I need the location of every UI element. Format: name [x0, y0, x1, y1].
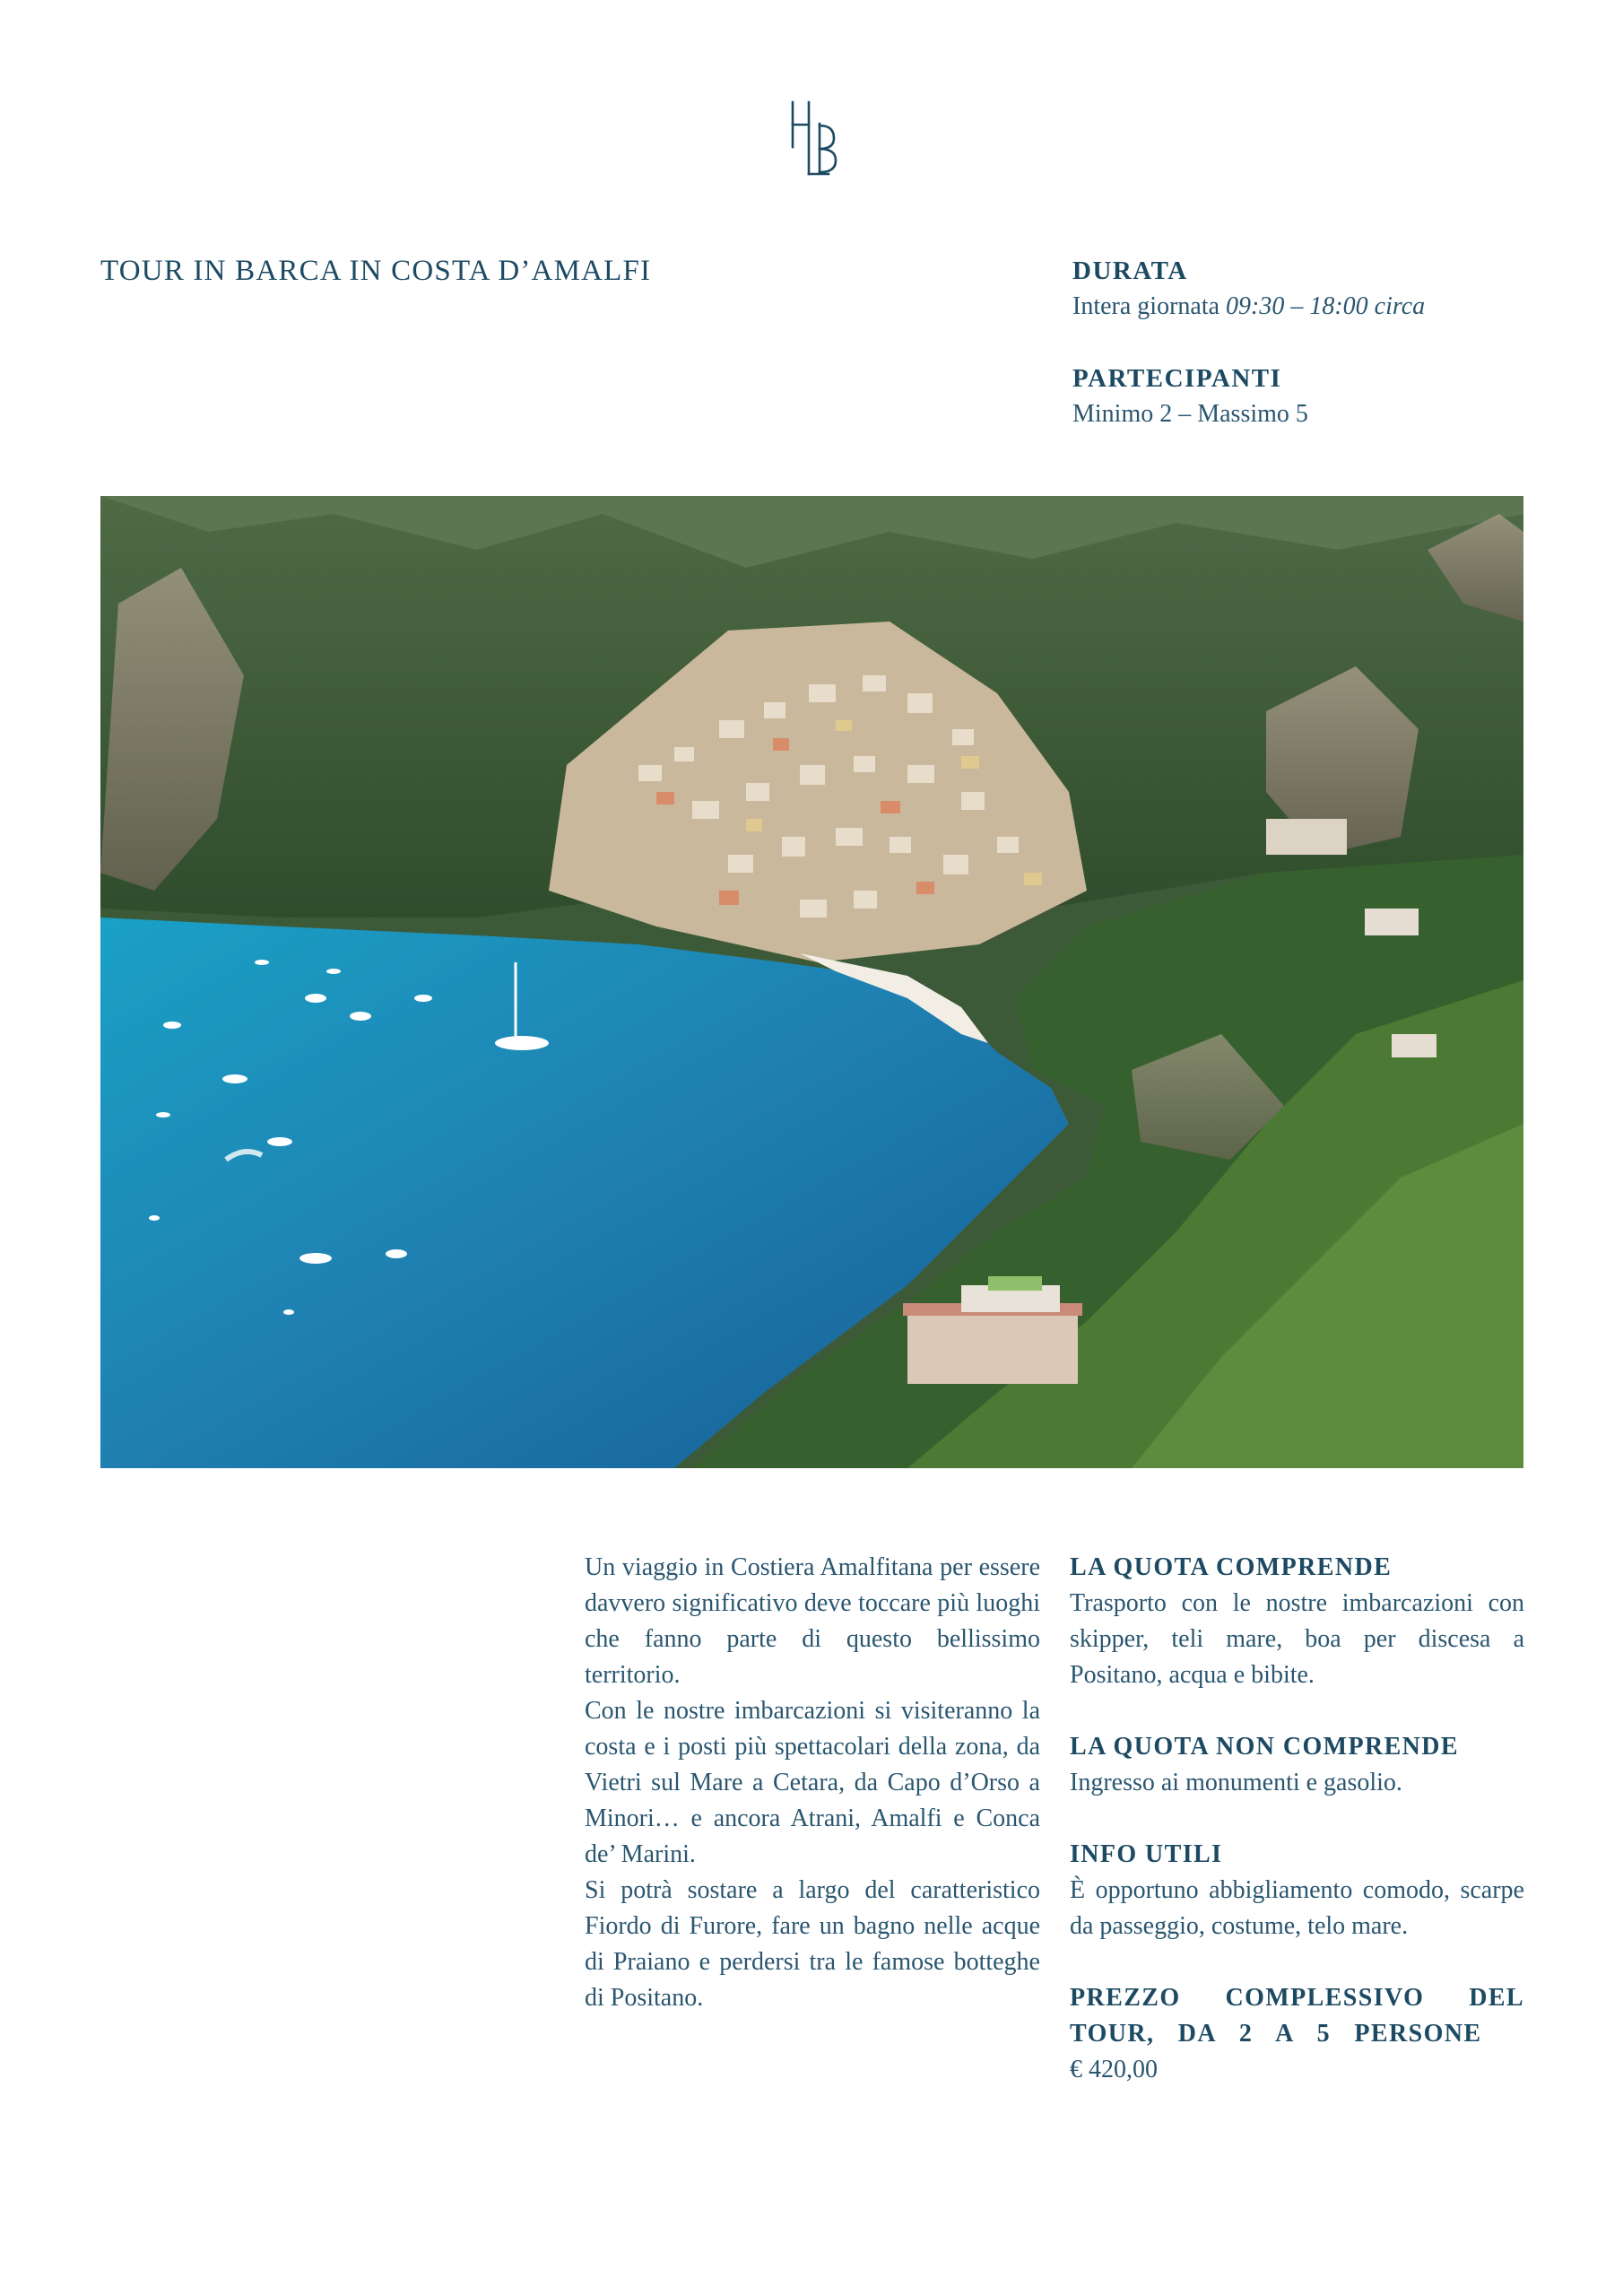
- durata-hours: 09:30 – 18:00 circa: [1226, 292, 1426, 320]
- info-utili-label: INFO UTILI: [1070, 1840, 1223, 1868]
- prezzo-section: [1070, 1980, 1524, 2088]
- prezzo-value: € 420,00: [1070, 2056, 1158, 2083]
- tour-description: [585, 1550, 1040, 2016]
- description-paragraph-1: Un viaggio in Costiera Amalfitana per essere davvero significativo deve toccare più luoghi che fanno parte di questo bellissimo territorio.: [585, 1553, 1040, 1689]
- partecipanti-label: PARTECIPANTI: [1072, 364, 1282, 393]
- info-utili-section: [1070, 1837, 1524, 1944]
- info-utili-text: È opportuno abbigliamento comodo, scarpe da passeggio, costume, telo mare.: [1070, 1876, 1524, 1940]
- quota-comprende-label: LA QUOTA COMPRENDE: [1070, 1553, 1393, 1581]
- description-paragraph-2: Con le nostre imbarcazioni si visiteranno la costa e i posti più spettacolari della zona, da Vietri sul Mare a Cetara, da Capo d’Orso a Minori… e ancora Atrani, Amalfi e Conca de’ Marini.: [585, 1697, 1040, 1868]
- partecipanti-section: [1072, 361, 1530, 432]
- prezzo-label: PREZZO COMPLESSIVO DEL TOUR, DA 2 A 5 PERSONE: [1070, 1984, 1524, 2048]
- description-paragraph-3: Si potrà sostare a largo del caratteristico Fiordo di Furore, fare un bagno nelle acque di Praiano e perdersi tra le famose botteghe di Positano.: [585, 1876, 1040, 2012]
- durata-section: [1072, 253, 1530, 325]
- durata-label: DURATA: [1072, 257, 1188, 285]
- hlb-monogram-logo: [787, 99, 838, 176]
- quota-non-comprende-section: [1070, 1729, 1524, 1801]
- quota-non-comprende-text: Ingresso ai monumenti e gasolio.: [1070, 1769, 1402, 1796]
- quota-comprende-text: Trasporto con le nostre imbarcazioni con skipper, teli mare, boa per discesa a Positano, acqua e bibite.: [1070, 1589, 1524, 1689]
- quota-comprende-section: [1070, 1550, 1524, 1693]
- positano-coast-photo: [100, 496, 1523, 1468]
- page-title: TOUR IN BARCA IN COSTA D’AMALFI: [100, 255, 652, 287]
- durata-prefix: Intera giornata: [1072, 292, 1227, 320]
- tour-details-column: [1070, 1550, 1524, 2124]
- durata-value: [1072, 289, 1530, 325]
- quota-non-comprende-label: LA QUOTA NON COMPRENDE: [1070, 1733, 1459, 1761]
- partecipanti-value: Minimo 2 – Massimo 5: [1072, 400, 1308, 428]
